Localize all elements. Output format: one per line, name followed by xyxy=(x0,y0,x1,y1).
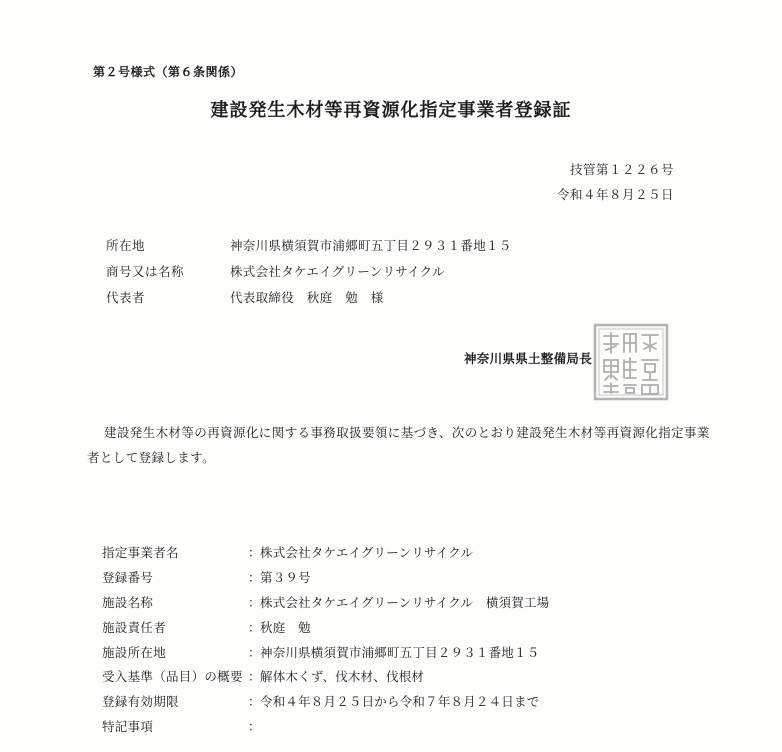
detail-label: 指定事業者名 xyxy=(102,545,179,561)
detail-label: 施設所在地 xyxy=(102,644,167,660)
recipient-company-value: 株式会社タケエイグリーンリサイクル xyxy=(230,264,445,279)
recipient-representative-value: 代表取締役 秋庭 勉 様 xyxy=(230,290,384,305)
recipient-address-label: 所在地 xyxy=(106,238,146,253)
document-number: 技管第１２２６号 xyxy=(569,162,674,177)
detail-separator: ： xyxy=(248,545,261,561)
official-seal-icon xyxy=(592,322,670,402)
detail-value: 令和４年８月２５日から令和７年８月２４日まで xyxy=(260,694,540,710)
detail-row-company xyxy=(102,540,549,565)
detail-value: 神奈川県横須賀市浦郷町五丁目２９３１番地１５ xyxy=(260,644,540,660)
recipient-address-row xyxy=(106,232,512,258)
detail-row-registration-number xyxy=(102,565,549,590)
detail-label: 施設名称 xyxy=(102,594,154,610)
registration-details xyxy=(102,540,549,738)
detail-row-facility-manager xyxy=(102,614,549,639)
detail-label: 特記事項 xyxy=(102,718,154,734)
detail-value: 株式会社タケエイグリーンリサイクル 横須賀工場 xyxy=(260,594,550,610)
detail-value: 第３９号 xyxy=(260,570,311,586)
issuer-name: 神奈川県県土整備局長 xyxy=(464,351,593,366)
detail-separator: ： xyxy=(248,619,261,635)
detail-row-validity-period xyxy=(102,689,549,714)
detail-row-facility-address xyxy=(102,639,549,664)
recipient-block xyxy=(106,232,512,310)
detail-separator: ： xyxy=(248,644,261,660)
detail-separator: ： xyxy=(248,669,261,685)
detail-separator: ： xyxy=(248,694,261,710)
detail-separator: ： xyxy=(248,594,261,610)
recipient-representative-row xyxy=(106,284,512,310)
recipient-company-label: 商号又は名称 xyxy=(106,264,185,279)
detail-label: 施設責任者 xyxy=(102,619,167,635)
issue-date: 令和４年８月２５日 xyxy=(556,187,674,202)
detail-separator: ： xyxy=(248,570,261,586)
document-title: 建設発生木材等再資源化指定事業者登録証 xyxy=(210,100,572,121)
detail-label: 受入基準（品目）の概要 xyxy=(102,669,243,685)
certification-statement: 建設発生木材等の再資源化に関する事務取扱要領に基づき、次のとおり建設発生木材等再資源化指定事業者として登録します。 xyxy=(87,425,710,465)
detail-value: 株式会社タケエイグリーンリサイクル xyxy=(260,545,474,561)
form-number-label: 第２号様式（第６条関係） xyxy=(93,65,244,79)
detail-row-special-notes xyxy=(102,714,549,739)
detail-label: 登録有効期限 xyxy=(102,694,179,710)
detail-label: 登録番号 xyxy=(102,570,154,586)
detail-row-acceptance-criteria xyxy=(102,664,549,689)
recipient-company-row xyxy=(106,258,512,284)
detail-row-facility-name xyxy=(102,590,549,615)
detail-value: 解体木くず、伐木材、伐根材 xyxy=(260,669,425,685)
recipient-representative-label: 代表者 xyxy=(106,290,146,305)
detail-value: 秋庭 勉 xyxy=(260,619,311,635)
detail-separator: ： xyxy=(248,718,261,734)
recipient-address-value: 神奈川県横須賀市浦郷町五丁目２９３１番地１５ xyxy=(230,238,512,253)
